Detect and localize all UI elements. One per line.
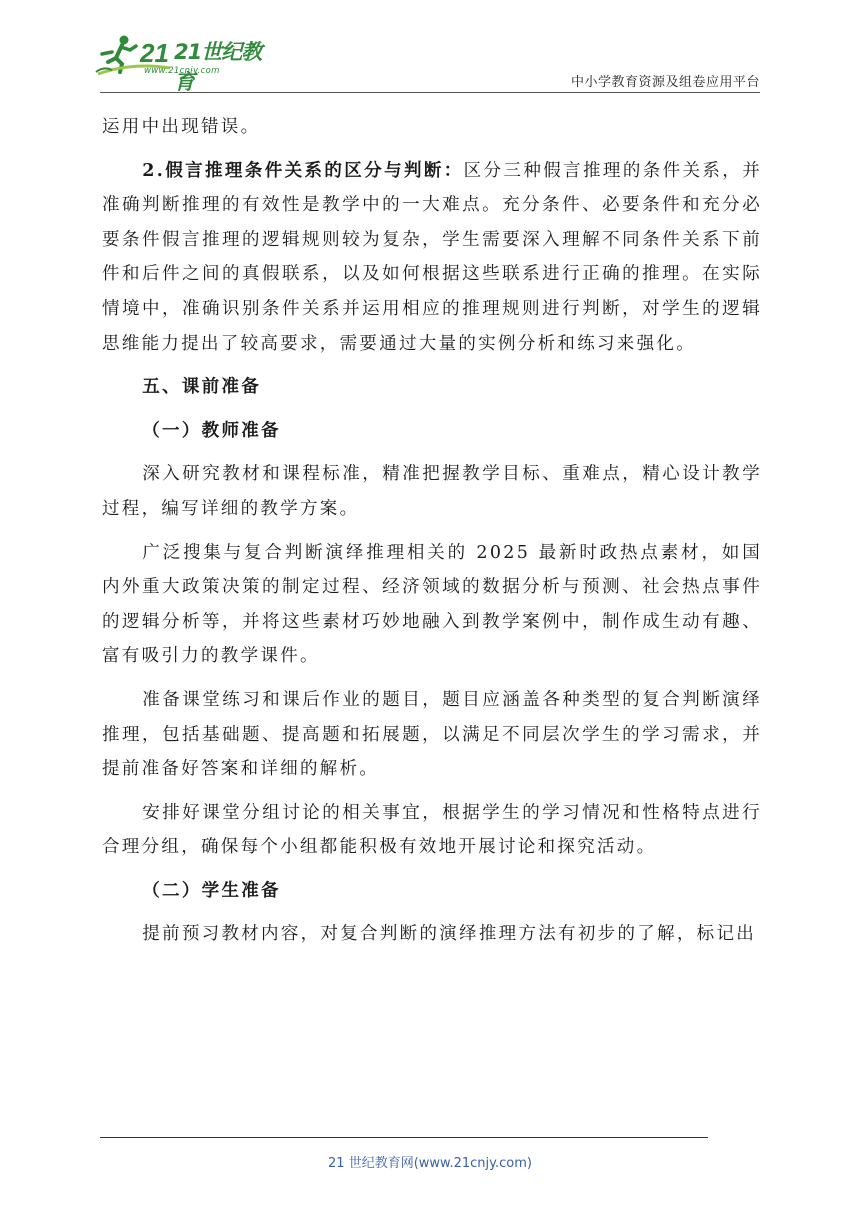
subsection-heading-student: （二）学生准备 — [142, 880, 281, 901]
teacher-prep-paragraph: 准备课堂练习和课后作业的题目，题目应涵盖各种类型的复合判断演绎推理，包括基础题、提高题和拓展题，以满足不同层次学生的学习需求，并提前准备好答案和详细的解析。 — [102, 689, 762, 780]
logo-title: 21世纪教育 — [174, 40, 262, 94]
subsection-heading-teacher: （一）教师准备 — [142, 420, 281, 441]
logo-wordmark: 21 — [140, 38, 169, 68]
footer-link[interactable]: 21 世纪教育网(www.21cnjy.com) — [328, 1156, 532, 1171]
paragraph-lead: 2.假言推理条件关系的区分与判断： — [142, 160, 464, 181]
site-logo[interactable] — [92, 32, 262, 94]
student-prep-paragraph: 提前预习教材内容，对复合判断的演绎推理方法有初步的了解，标记出 — [142, 924, 757, 945]
teacher-prep-paragraph: 广泛搜集与复合判断演绎推理相关的 2025 最新时政热点素材，如国内外重大政策决策的制定过程、经济领域的数据分析与预测、社会热点事件的逻辑分析等，并将这些素材巧妙地融入到教学案例中，制作成生动有趣、富有吸引力的教学课件。 — [102, 542, 762, 667]
paragraph-difficulty-2 — [102, 154, 762, 362]
paragraph-continuation: 运用中出现错误。 — [102, 117, 261, 137]
footer-divider — [100, 1137, 708, 1138]
platform-title: 中小学教育资源及组卷应用平台 — [570, 75, 760, 90]
section-heading: 五、课前准备 — [142, 377, 262, 398]
teacher-prep-paragraph: 深入研究教材和课程标准，精准把握教学目标、重难点，精心设计教学过程，编写详细的教学方案。 — [102, 464, 762, 519]
header-divider — [100, 92, 760, 93]
teacher-prep-paragraph: 安排好课堂分组讨论的相关事宜，根据学生的学习情况和性格特点进行合理分组，确保每个小组都能积极有效地开展讨论和探究活动。 — [102, 802, 762, 858]
page-header — [0, 0, 860, 100]
paragraph-text: 区分三种假言推理的条件关系，并准确判断推理的有效性是教学中的一大难点。充分条件、必要条件和充分必要条件假言推理的逻辑规则较为复杂，学生需要深入理解不同条件关系下前件和后件之间的真假联系，以及如何根据这些联系进行正确的推理。在实际情境中，准确识别条件关系并运用相应的推理规则进行判断，对学生的逻辑思维能力提出了较高要求，需要通过大量的实例分析和练习来强化。 — [102, 160, 762, 354]
document-body — [102, 110, 762, 961]
logo-url: www.21cnjy.com — [144, 66, 220, 76]
